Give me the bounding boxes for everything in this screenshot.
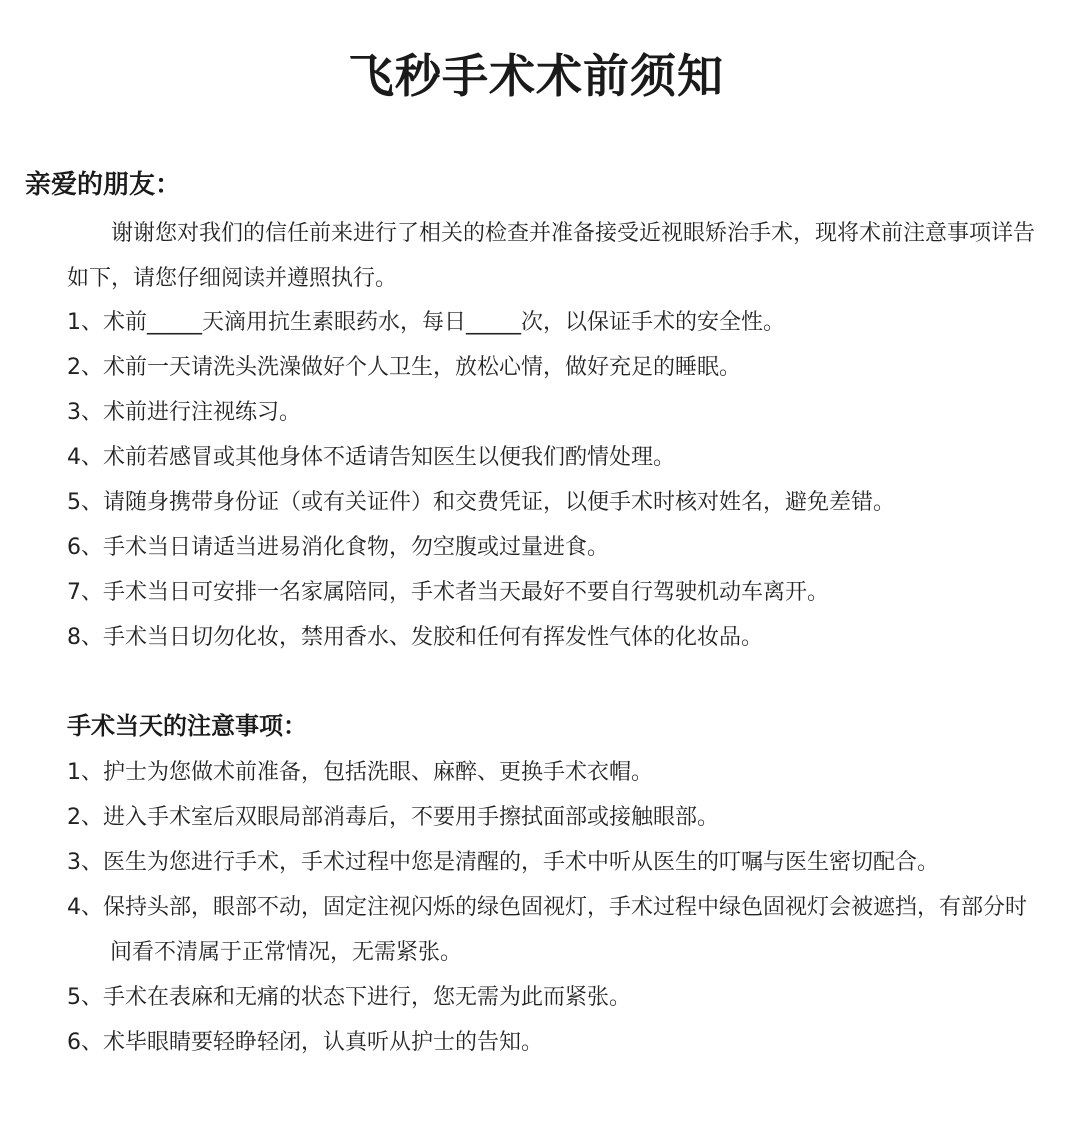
- list-item: 4、术前若感冒或其他身体不适请告知医生以便我们酌情处理。: [67, 445, 675, 470]
- list-item: 5、请随身携带身份证（或有关证件）和交费凭证，以便手术时核对姓名，避免差错。: [67, 490, 895, 515]
- page-title: 飞秒手术术前须知: [348, 49, 724, 103]
- list-item: 7、手术当日可安排一名家属陪同，手术者当天最好不要自行驾驶机动车离开。: [67, 580, 829, 605]
- list-item: 2、进入手术室后双眼局部消毒后，不要用手擦拭面部或接触眼部。: [67, 805, 719, 830]
- list-item: 3、术前进行注视练习。: [67, 400, 301, 425]
- list-item: 5、手术在表麻和无痛的状态下进行，您无需为此而紧张。: [67, 985, 631, 1010]
- list-item: 2、术前一天请洗头洗澡做好个人卫生，放松心情，做好充足的睡眠。: [67, 355, 741, 380]
- list-item: 6、手术当日请适当进易消化食物，勿空腹或过量进食。: [67, 535, 609, 560]
- section-title-surgery-day: 手术当天的注意事项：: [67, 712, 307, 740]
- list-item: 8、手术当日切勿化妆，禁用香水、发胶和任何有挥发性气体的化妆品。: [67, 625, 763, 650]
- intro-paragraph: 谢谢您对我们的信任前来进行了相关的检查并准备接受近视眼矫治手术，现将术前注意事项详告如下，请您仔细阅读并遵照执行。: [67, 221, 1036, 291]
- pre-surgery-list: [67, 300, 1047, 660]
- list-item: 6、术毕眼睛要轻睁轻闭，认真听从护士的告知。: [67, 1030, 543, 1055]
- surgery-day-list: [67, 750, 1047, 1065]
- list-item: 3、医生为您进行手术，手术过程中您是清醒的，手术中听从医生的叮嘱与医生密切配合。: [67, 850, 940, 875]
- list-item: 1、术前_____天滴用抗生素眼药水，每日_____次，以保证手术的安全性。: [67, 310, 785, 335]
- list-item: 4、保持头部，眼部不动，固定注视闪烁的绿色固视灯，手术过程中绿色固视灯会被遮挡，有部分时间看不清属于正常情况，无需紧张。: [67, 895, 1028, 965]
- greeting: 亲爱的朋友：: [25, 170, 182, 200]
- list-item: 1、护士为您做术前准备，包括洗眼、麻醉、更换手术衣帽。: [67, 760, 653, 785]
